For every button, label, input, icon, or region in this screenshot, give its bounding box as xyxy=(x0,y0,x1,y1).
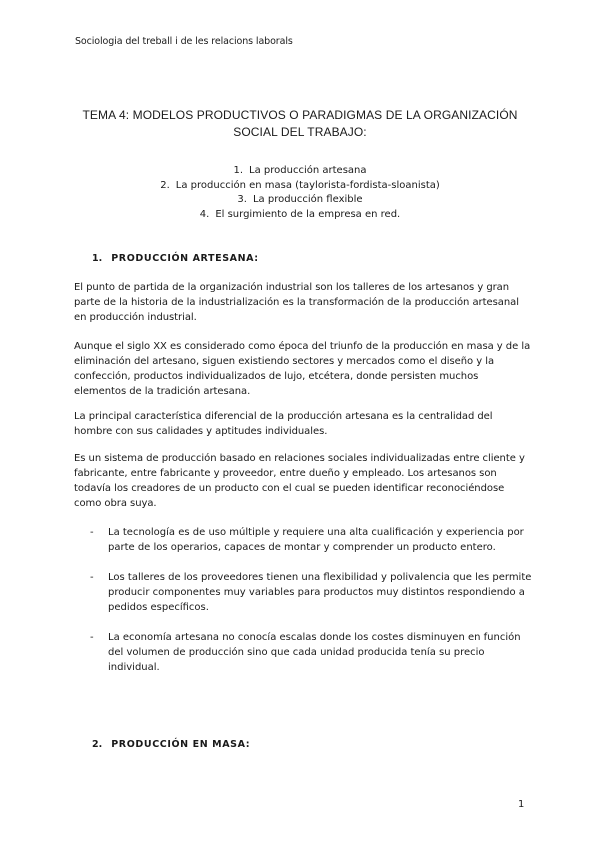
toc-item-number: 4. xyxy=(199,208,210,220)
section-heading-produccion-en-masa xyxy=(92,739,250,750)
list-item xyxy=(90,570,534,615)
table-of-contents xyxy=(60,164,540,222)
bullet-marker: - xyxy=(90,572,94,583)
bullet-marker: - xyxy=(90,632,94,643)
page-number: 1 xyxy=(518,799,525,810)
toc-item-number: 2. xyxy=(160,179,170,191)
toc-item xyxy=(60,179,540,194)
toc-item-label: La producción en masa (taylorista-fordista-sloanista) xyxy=(175,179,440,191)
section-title: PRODUCCIÓN EN MASA: xyxy=(111,739,251,750)
list-item xyxy=(90,630,534,675)
toc-item-label: La producción artesana xyxy=(249,165,367,176)
paragraph: La principal característica diferencial de la producción artesana es la centralidad del hombre con sus calidades y aptitudes individuales. xyxy=(74,411,493,437)
list-item-text: Los talleres de los proveedores tienen una flexibilidad y polivalencia que les permite producir componentes muy variables para productos muy distintos respondiendo a pedidos específicos. xyxy=(108,572,532,613)
paragraph: Es un sistema de producción basado en relaciones sociales individualizadas entre cliente y fabricante, entre fabricante y proveedor, entre dueño y empleado. Los artesanos son todavía los creadores de un producto con el cual se pueden identificar reconociéndose como obra suya. xyxy=(74,453,525,509)
page-title xyxy=(60,107,540,141)
paragraph: El punto de partida de la organización industrial son los talleres de los artesanos y gran parte de la historia de la industrialización es la transformación de la producción artesanal en producción industrial. xyxy=(74,282,519,323)
toc-item-number: 3. xyxy=(237,194,247,206)
section-number: 1. xyxy=(92,253,103,264)
section-title: PRODUCCIÓN ARTESANA: xyxy=(111,253,259,264)
toc-item xyxy=(60,164,540,179)
list-item-text: La economía artesana no conocía escalas donde los costes disminuyen en función del volumen de producción sino que cada unidad producida tenía su precio individual. xyxy=(108,632,521,673)
toc-item-number: 1. xyxy=(233,165,244,176)
title-line-2: SOCIAL DEL TRABAJO: xyxy=(233,125,367,139)
running-header: Sociologia del treball i de les relacions laborals xyxy=(75,36,293,47)
toc-item-label: La producción flexible xyxy=(252,194,363,206)
section-heading-produccion-artesana xyxy=(92,253,259,264)
paragraph: Aunque el siglo XX es considerado como época del triunfo de la producción en masa y de la eliminación del artesano, siguen existiendo sectores y mercados como el diseño y la confección, productos individualizados de lujo, etcétera, donde persisten muchos elementos de la tradición artesana. xyxy=(74,341,531,397)
section-number: 2. xyxy=(92,739,103,750)
title-line-1: TEMA 4: MODELOS PRODUCTIVOS O PARADIGMAS DE LA ORGANIZACIÓN xyxy=(82,108,518,122)
toc-item xyxy=(60,193,540,208)
list-item-text: La tecnología es de uso múltiple y requiere una alta cualificación y experiencia por parte de los operarios, capaces de montar y comprender un producto entero. xyxy=(108,527,524,553)
bullet-marker: - xyxy=(90,527,94,538)
toc-item xyxy=(60,208,540,223)
list-item xyxy=(90,525,534,555)
bullet-list xyxy=(90,525,534,690)
toc-item-label: El surgimiento de la empresa en red. xyxy=(215,208,401,220)
